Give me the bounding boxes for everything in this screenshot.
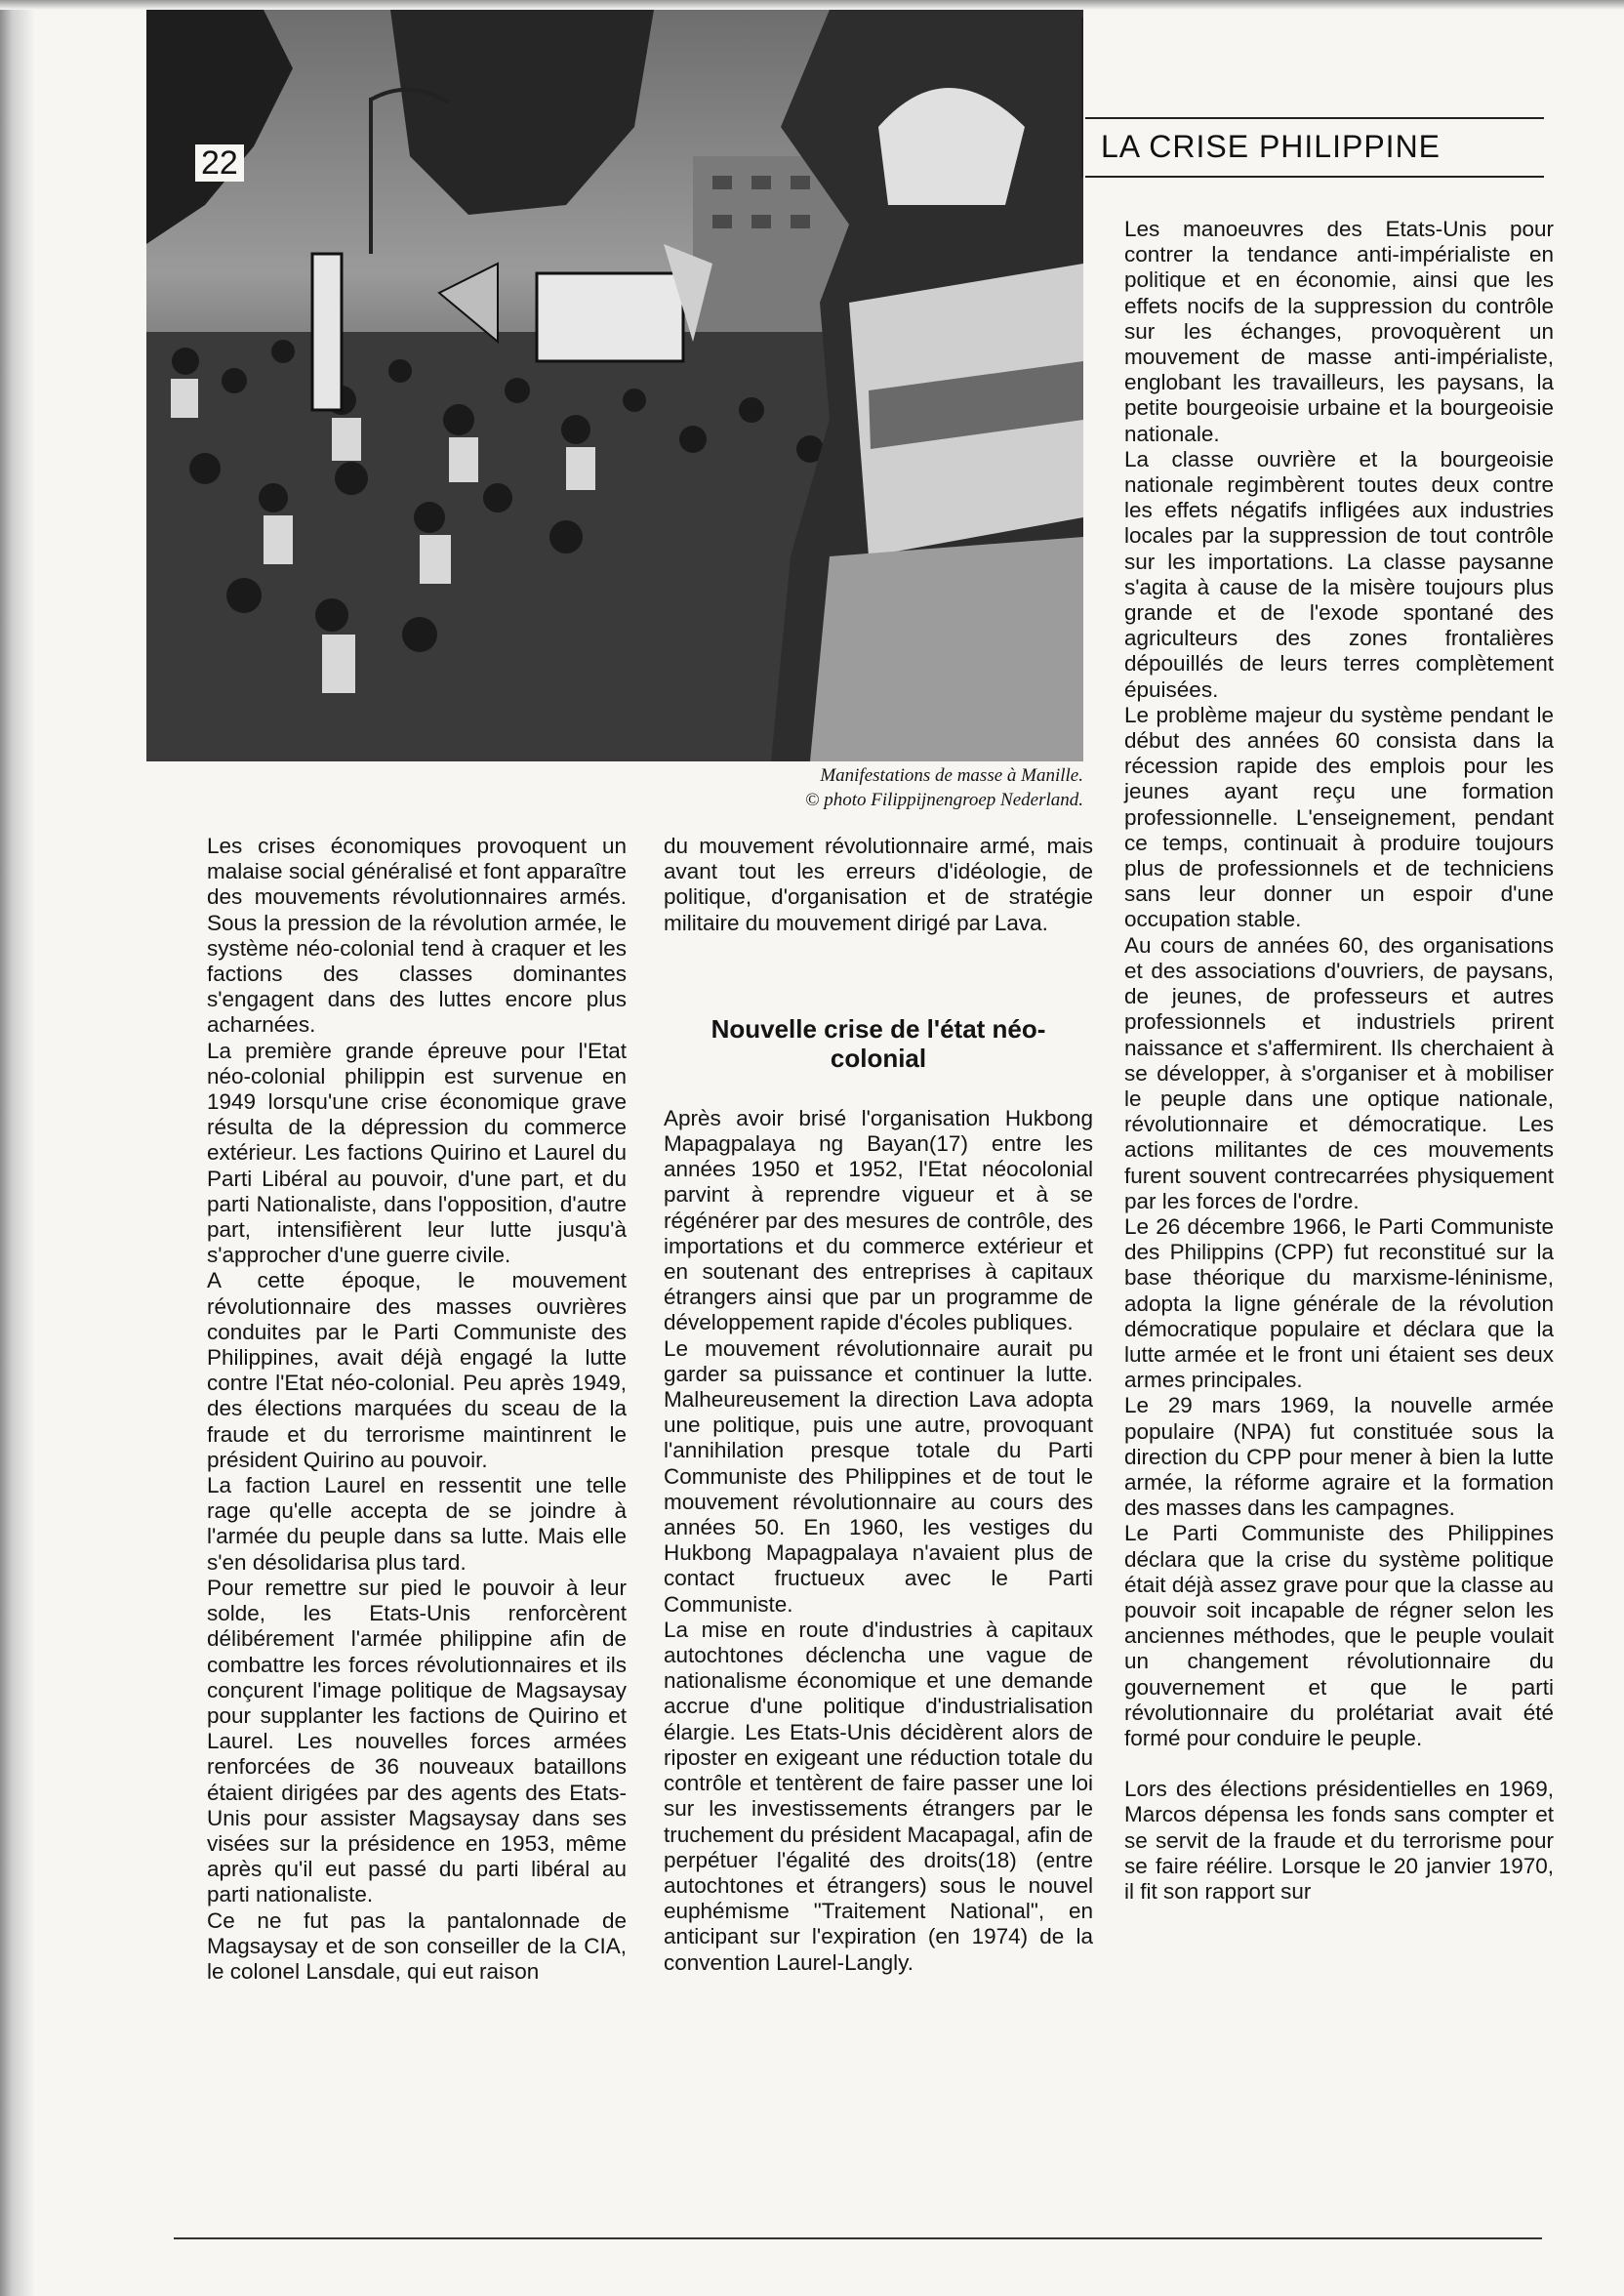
paragraph: La mise en route d'industries à capitaux autochtones déclencha une vague de nationalisme économique et une demande accrue d'une politique d'industrialisation élargie. Les Etats-Unis décidèrent alors de riposter en exigeant une réduction totale du contrôle et tentèrent de faire passer une loi sur les investissements étrangers par le truchement du président Macapagal, afin de perpétuer l'égalité des droits(18) (entre autochtones et étrangers) sous le nouvel euphémisme "Traitement National", en anticipant sur l'expiration (en 1974) de la convention Laurel-Langly. xyxy=(664,1617,1093,1975)
paragraph: A cette époque, le mouvement révolutionnaire des masses ouvrières conduites par le Parti Communiste des Philippines, avait déjà engagé la lutte contre l'Etat néo-colonial. Peu après 1949, des élections marquées du sceau de la fraude et du terrorisme maintinrent le président Quirino au pouvoir. xyxy=(207,1268,627,1472)
paragraph: La faction Laurel en ressentit une telle rage qu'elle accepta de se joindre à l'armée du peuple dans sa lutte. Mais elle s'en désolidarisa plus tard. xyxy=(207,1473,627,1575)
paragraph: Le mouvement révolutionnaire aurait pu garder sa puissance et continuer la lutte. Malheureusement la direction Lava adopta une politique, puis une autre, provoquant l'annihilation presque totale du Parti Communiste des Philippines et de tout le mouvement révolutionnaire au cours des années 50. En 1960, les vestiges du Hukbong Mapagpalaya n'avaient plus de contact fructueux avec le Parti Communiste. xyxy=(664,1335,1093,1617)
paragraph: Les manoeuvres des Etats-Unis pour contrer la tendance anti-impérialiste en politique et en économie, ainsi que les effets nocifs de la suppression du contrôle sur les échanges, provoquèrent un mouvement de masse anti-impérialiste, englobant les travailleurs, les paysans, la petite bourgeoisie urbaine et la bourgeoisie nationale. xyxy=(1124,217,1554,446)
protest-photo-graphic xyxy=(146,10,1083,761)
header-divider-vertical xyxy=(1081,18,1083,178)
column-2 xyxy=(664,834,1093,1976)
paragraph: Le 29 mars 1969, la nouvelle armée populaire (NPA) fut constituée sous la direction du CPP pour mener à bien la lutte armée, la réforme agraire et la formation des masses dans les campagnes. xyxy=(1124,1393,1554,1521)
scan-edge-shadow xyxy=(0,0,35,2296)
paragraph: La classe ouvrière et la bourgeoisie nationale regimbèrent toutes deux contre les effets négatifs infligées aux industries locales par la suppression de tout contrôle sur les importations. La classe paysanne s'agita à cause de la misère toujours plus grande et de l'exode spontané des agriculteurs des zones frontalières dépouillés de leurs terres complètement épuisées. xyxy=(1124,446,1554,702)
bottom-rule xyxy=(174,2237,1542,2239)
paragraph: Après avoir brisé l'organisation Hukbong Mapagpalaya ng Bayan(17) entre les années 1950 et 1952, l'Etat néocolonial parvint à reprendre vigueur et à se régénérer par des mesures de contrôle, des importations et du commerce extérieur et en soutenant des entreprises à capitaux étrangers ainsi que par un programme de développement rapide d'écoles publiques. xyxy=(664,1105,1093,1335)
section-heading: Nouvelle crise de l'état néo-colonial xyxy=(710,1013,1046,1073)
header-rule-bottom xyxy=(1085,176,1544,178)
caption-line-2: © photo Filippijnengroep Nederland. xyxy=(805,790,1083,810)
paragraph: Lors des élections présidentielles en 1969, Marcos dépensa les fonds sans compter et se servit de la fraude et du terrorisme pour se faire réélire. Lorsque le 20 janvier 1970, il fit son rapport sur xyxy=(1124,1777,1554,1904)
paragraph: Les crises économiques provoquent un malaise social généralisé et font apparaître des mouvements révolutionnaires armés. Sous la pression de la révolution armée, le système néo-colonial tend à craquer et les factions des classes dominantes s'engagent dans des luttes encore plus acharnées. xyxy=(207,834,627,1038)
paragraph: La première grande épreuve pour l'Etat néo-colonial philippin est survenue en 1949 lorsqu'une crise économique grave résulta de la dépression du commerce extérieur. Les factions Quirino et Laurel du Parti Libéral au pouvoir, d'une part, et du parti Nationaliste, dans l'opposition, d'autre part, intensifièrent leur lutte jusqu'à s'approcher d'une guerre civile. xyxy=(207,1038,627,1268)
caption-line-1: Manifestations de masse à Manille. xyxy=(820,765,1083,786)
header-rule-top xyxy=(1085,117,1544,119)
running-head: LA CRISE PHILIPPINE xyxy=(1101,129,1441,164)
scan-top-shadow xyxy=(0,0,1624,10)
page-number: 22 xyxy=(195,144,244,182)
paragraph: Le Parti Communiste des Philippines déclara que la crise du système politique était déjà assez grave pour que la classe au pouvoir soit incapable de régner selon les anciennes méthodes, que le peuple voulait un changement révolutionnaire du gouvernement et que le parti révolutionnaire du prolétariat avait été formé pour conduire le peuple. xyxy=(1124,1521,1554,1750)
paragraph: Au cours de années 60, des organisations et des associations d'ouvriers, de paysans, de jeunes, de professeurs et autres professionnels et industriels prirent naissance et s'affermirent. Ils cherchaient à se développer, à s'organiser et à mobiliser le peuple dans une optique nationale, révolutionnaire et démocratique. Les actions militantes de ces mouvements furent souvent contrecarrées physiquement par les forces de l'ordre. xyxy=(1124,932,1554,1213)
paragraph: Ce ne fut pas la pantalonnade de Magsaysay et de son conseiller de la CIA, le colonel Lansdale, qui eut raison xyxy=(207,1907,627,1984)
paragraph: du mouvement révolutionnaire armé, mais avant tout les erreurs d'idéologie, de politique, d'organisation et de stratégie militaire du mouvement dirigé par Lava. xyxy=(664,834,1093,935)
photo-caption xyxy=(722,763,1083,812)
paragraph: Le problème majeur du système pendant le début des années 60 consista dans la récession rapide des emplois pour les jeunes ayant reçu une formation professionnelle. L'enseignement, pendant ce temps, continuait à produire toujours plus de professionnels et de techniciens sans leur donner un espoir d'une occupation stable. xyxy=(1124,702,1554,932)
column-3 xyxy=(1124,217,1554,1905)
protest-photo xyxy=(146,10,1083,761)
column-1 xyxy=(207,834,627,1985)
paragraph: Pour remettre sur pied le pouvoir à leur solde, les Etats-Unis renforcèrent délibérement l'armée philippine afin de combattre les forces révolutionnaires et ils conçurent l'image politique de Magsaysay pour supplanter les factions de Quirino et Laurel. Les nouvelles forces armées renforcées de 36 nouveaux bataillons étaient dirigées par des agents des Etats-Unis pour assister Magsaysay dans ses visées sur la présidence en 1953, même après qu'il eut passé du parti libéral au parti nationaliste. xyxy=(207,1575,627,1907)
paragraph-gap xyxy=(1124,1751,1554,1777)
paragraph: Le 26 décembre 1966, le Parti Communiste des Philippins (CPP) fut reconstitué sur la base théorique du marxisme-léninisme, adopta la ligne générale de la révolution démocratique populaire et déclara que la lutte armée et le front uni étaient ses deux armes principales. xyxy=(1124,1213,1554,1393)
